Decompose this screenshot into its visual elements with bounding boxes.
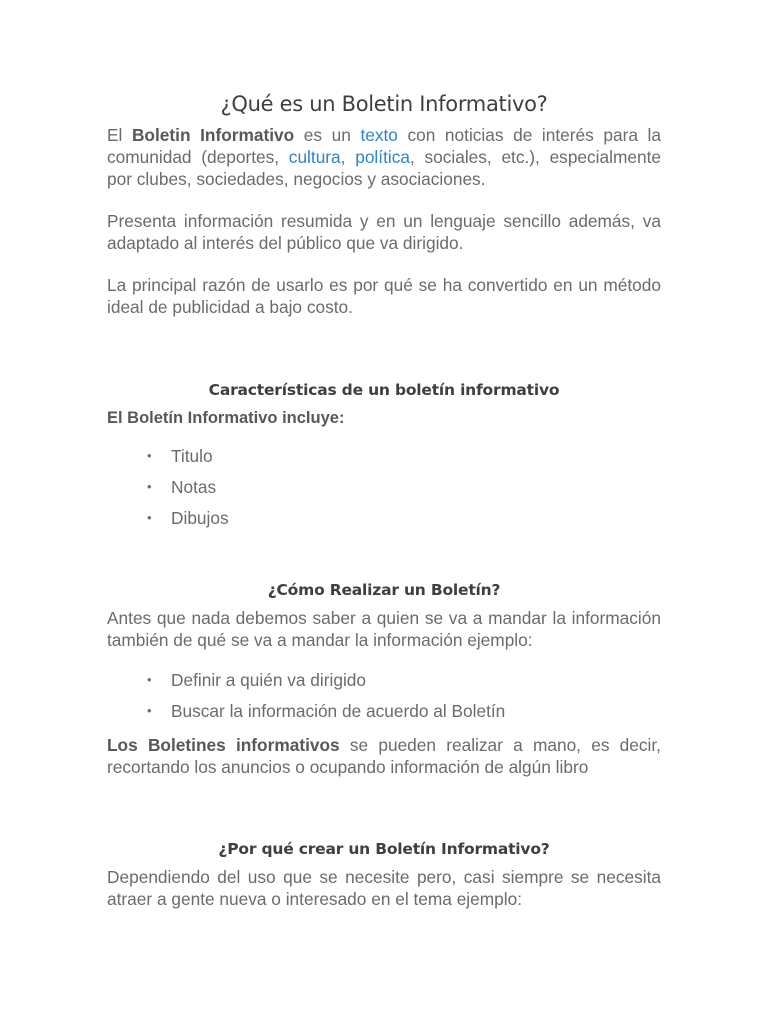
- list-item-label: Notas: [171, 477, 217, 497]
- steps-list: [107, 669, 661, 731]
- list-item-label: Definir a quién va dirigido: [171, 670, 367, 690]
- list-item-label: Titulo: [171, 446, 213, 466]
- bullet-icon: •: [147, 479, 152, 494]
- section-heading-why: ¿Por qué crear un Boletín Informativo?: [218, 840, 550, 858]
- bullet-icon: •: [147, 510, 152, 525]
- manual-paragraph: [107, 734, 661, 778]
- intro-text-2: es un: [294, 125, 361, 145]
- list-item: [147, 476, 661, 507]
- intro-text-1: El: [107, 125, 132, 145]
- link-cultura[interactable]: cultura: [288, 147, 341, 167]
- bullet-icon: •: [147, 703, 152, 718]
- summary-paragraph: Presenta información resumida y en un lenguaje sencillo además, va adaptado al interés del público que va dirigido.: [107, 211, 661, 253]
- document-page: [107, 92, 661, 910]
- link-texto[interactable]: texto: [360, 125, 398, 145]
- link-politica[interactable]: política: [355, 147, 410, 167]
- includes-list: [107, 445, 661, 538]
- bullet-icon: •: [147, 672, 152, 687]
- list-item-label: Dibujos: [171, 508, 229, 528]
- why-paragraph: Dependiendo del uso que se necesite pero, casi siempre se necesita atraer a gente nueva o interesado en el tema ejemplo:: [107, 867, 661, 909]
- intro-bold-term: Boletin Informativo: [131, 125, 295, 145]
- intro-text-5: , sociales, etc.), especialmente por clubes, sociedades, negocios y asociaciones.: [107, 147, 662, 189]
- list-item: [147, 700, 661, 731]
- list-item: [147, 669, 661, 700]
- manual-bold-term: Los Boletines informativos: [107, 735, 340, 755]
- section-heading-how-to: ¿Cómo Realizar un Boletín?: [267, 581, 501, 599]
- bullet-icon: •: [147, 448, 152, 463]
- intro-text-4: ,: [340, 147, 356, 167]
- list-item: [147, 507, 661, 538]
- list-item: [147, 445, 661, 476]
- intro-paragraph: [107, 124, 661, 190]
- intro-text-3: con noticias de interés para la comunidad (deportes,: [107, 125, 661, 167]
- how-to-paragraph: Antes que nada debemos saber a quien se va a mandar la información también de qué se va a mandar la información ejemplo:: [107, 608, 661, 650]
- page-title: ¿Qué es un Boletin Informativo?: [220, 92, 548, 116]
- manual-text: se pueden realizar a mano, es decir, recortando los anuncios o ocupando información de algún libro: [107, 735, 661, 777]
- includes-label: El Boletín Informativo incluye:: [107, 409, 345, 427]
- reason-paragraph: La principal razón de usarlo es por qué se ha convertido en un método ideal de publicidad a bajo costo.: [107, 275, 661, 317]
- list-item-label: Buscar la información de acuerdo al Boletín: [171, 701, 506, 721]
- section-heading-characteristics: Características de un boletín informativo: [208, 381, 560, 399]
